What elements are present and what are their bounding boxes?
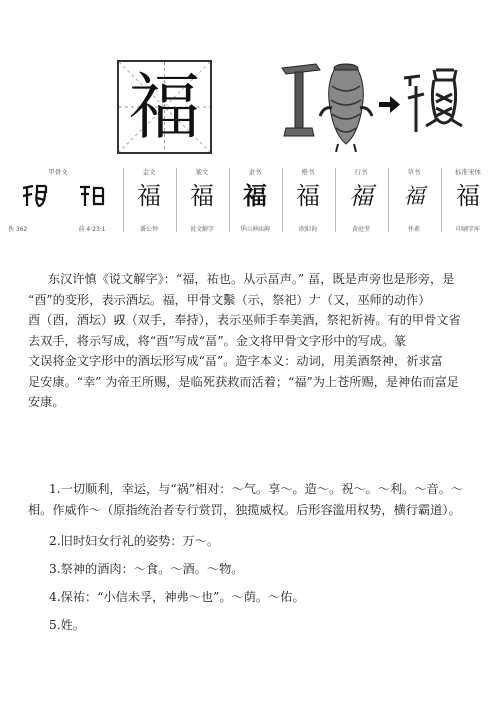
script-source: 前 4·23·1: [78, 226, 106, 233]
paragraph-line: “酉”的变形，表示酒坛。福，甲骨文𥛱（示，祭祀）𠂇（又，巫师的动作）: [28, 292, 431, 307]
script-glyph: 福: [243, 181, 267, 210]
altar-icon: [282, 64, 320, 136]
script-glyph: [6, 182, 62, 216]
hero-character-box: [117, 60, 212, 154]
script-source: 怀素: [407, 226, 420, 233]
script-evolution-strip: [6, 164, 494, 238]
evolution-column: [442, 164, 494, 238]
script-source: 说文解字: [189, 226, 214, 233]
oracle-glyph-1-icon: [19, 182, 49, 210]
definition-line: 3.祭神的酒肉：～食。～酒。～物。: [49, 562, 244, 576]
script-glyph: 福: [137, 182, 161, 210]
script-source: 印刷字库: [455, 226, 480, 233]
evolution-column: [64, 164, 120, 238]
script-source: 佚 362: [8, 226, 28, 233]
paragraph-line: 去双手，将示写成，将“酉”写成“畐”。金文将甲骨文字形中的写成。篆: [28, 333, 407, 348]
paragraph-line: 酉（酉，酒坛）𠬞（双手，奉持），表示巫师手奉美酒，祭祀祈祷。有的甲骨文省: [28, 313, 461, 327]
script-source: 欧阳询: [298, 226, 317, 233]
wine-vessel-icon: [320, 64, 372, 152]
script-glyph: 福: [349, 182, 373, 210]
definition-line: 1.一切顺利，幸运，与“祸”相对：～气。享～。造～。祝～。～利。～音。～: [49, 482, 464, 496]
script-glyph: 福: [403, 184, 425, 208]
script-name: 隶书: [248, 168, 262, 176]
definition-line: 5.姓。: [49, 618, 86, 632]
oracle-glyph-icon: [404, 70, 462, 132]
evolution-column: [283, 164, 333, 238]
script-glyph: 福: [456, 182, 480, 210]
paragraph-line: 安康。: [28, 395, 65, 409]
definition-line: 2.旧时妇女行礼的姿势：万～。: [49, 534, 220, 548]
definition-line: 4.保祐：“小信未孚，神弗～也”。～荫。～佑。: [49, 590, 305, 604]
etymology-paragraph: [28, 269, 472, 413]
pictograph-illustration: [276, 56, 476, 156]
definition-line: 相。作威作～（原指统治者专行赏罚，独揽威权。后形容滥用权势，横行霸道）。: [28, 503, 461, 517]
evolution-column: [336, 164, 386, 238]
paragraph-line: 文误将金文字形中的酒坛形写成“畐”。造字本义：动词，用美酒祭神，祈求富: [28, 354, 443, 368]
script-name: 标准宋体: [455, 168, 481, 176]
script-glyph: 福: [296, 182, 320, 210]
script-name: 甲骨文: [48, 168, 68, 176]
script-glyph: 福: [190, 182, 214, 210]
hero-character: 福: [128, 65, 201, 149]
script-name: 篆文: [195, 168, 209, 176]
evolution-column: [389, 164, 439, 238]
script-source: 华山神庙碑: [239, 226, 270, 233]
script-name: 楷书: [301, 168, 315, 176]
script-name: 草书: [407, 168, 421, 176]
script-source: 番公钟: [139, 226, 158, 233]
script-source: 黄庭坚: [351, 226, 370, 233]
evolution-column: [230, 164, 280, 238]
script-glyph: [64, 182, 120, 216]
paragraph-line: 东汉许慎《说文解字》：“福，祐也。从示畐声。” 畐，既是声旁也是形旁，是: [48, 272, 455, 286]
evolution-column: [6, 164, 68, 238]
script-name: 金文: [142, 168, 156, 176]
script-name: 行书: [354, 168, 368, 176]
arrow-right-icon: [379, 96, 400, 113]
paragraph-line: 足安康。“幸” 为帝王所赐，是临死获救而活着；“福”为上苍所赐，是神佑而富足: [28, 374, 459, 389]
evolution-column: [124, 164, 174, 238]
oracle-glyph-2-icon: [77, 182, 107, 210]
evolution-column: [177, 164, 227, 238]
